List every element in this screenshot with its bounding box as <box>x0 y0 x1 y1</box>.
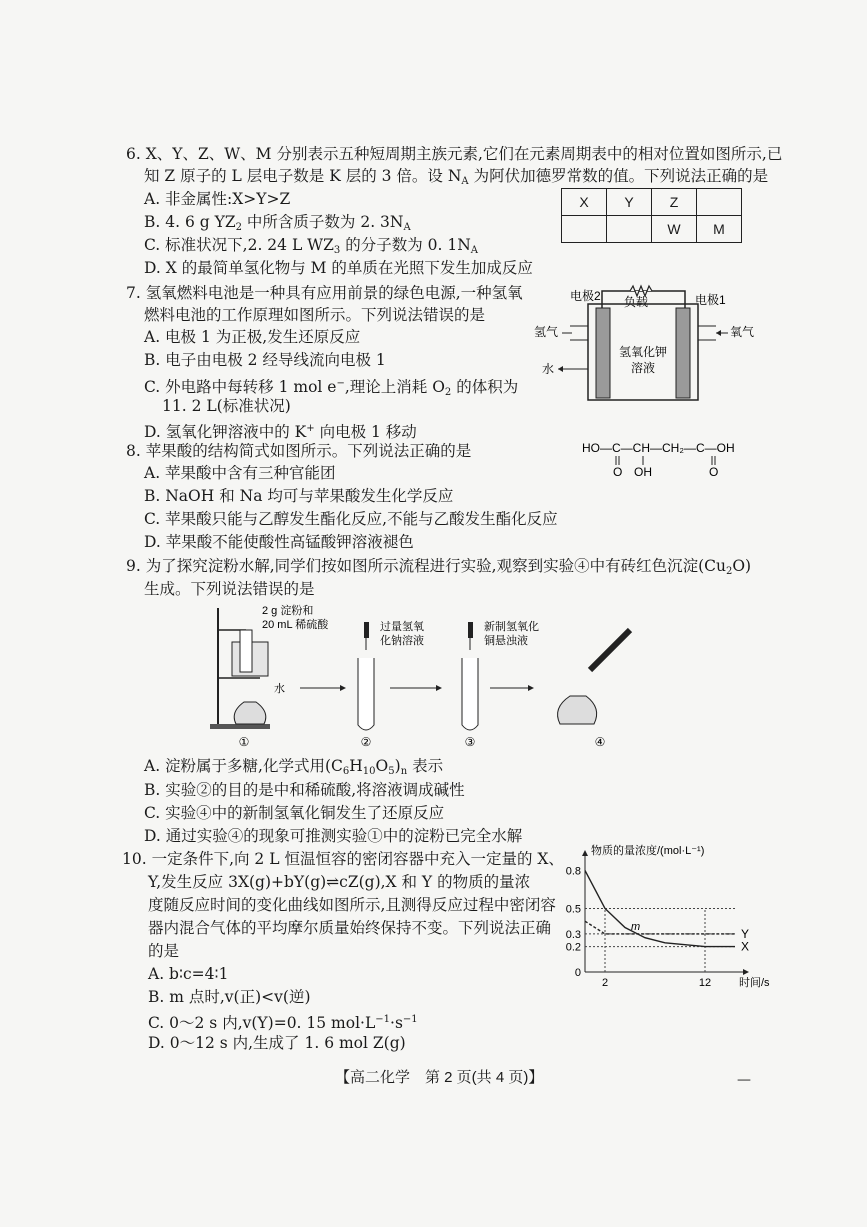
y-tick-label: 0.3 <box>565 928 581 941</box>
x-tick-label: 2 <box>601 977 609 989</box>
malic-acid-structure <box>582 436 772 480</box>
q6-stem-line2: 知 Z 原子的 L 层电子数是 K 层的 3 倍。设 $N_A$ 为阿伏加德罗常数的值。下列说法正确的是 <box>144 167 769 187</box>
step-4-label: ④ <box>594 735 606 749</box>
page-footer: 【高二化学 第 2 页(共 4 页)】 <box>335 1069 544 1086</box>
x-tick-label: 12 <box>698 977 712 989</box>
q8-option-b: B. NaOH 和 Na 均可与苹果酸发生化学反应 <box>144 487 454 505</box>
q10-option-d: D. 0～12 s 内,生成了 1. 6 mol Z(g) <box>148 1034 406 1052</box>
electrode2-label: 电极2 <box>570 289 601 303</box>
hydrogen-label: 氢气 <box>534 325 559 339</box>
page-corner-mark: — <box>737 1072 751 1088</box>
q6-stem-line1: 6. X、Y、Z、W、M 分别表示五种短周期主族元素,它们在元素周期表中的相对位置如图所示,已 <box>126 145 783 163</box>
q9-stem-line2: 生成。下列说法错误的是 <box>144 580 315 598</box>
pt-cell-x: X <box>562 189 607 216</box>
q7-option-d: D. 氢氧化钾溶液中的 K+ 向电极 1 移动 <box>144 423 417 441</box>
q10-option-a: A. b∶c=4∶1 <box>148 965 229 983</box>
q8-stem: 8. 苹果酸的结构简式如图所示。下列说法正确的是 <box>126 442 472 460</box>
step-2-label: ② <box>360 735 372 749</box>
q7-stem-line2: 燃料电池的工作原理如图所示。下列说法错误的是 <box>144 306 486 324</box>
q10-stem-line5: 的是 <box>148 942 180 960</box>
q7-option-b: B. 电子由电极 2 经导线流向电极 1 <box>144 351 386 369</box>
structure-main-chain: HO—C—CH—CH₂—C—OH <box>582 441 735 455</box>
pt-cell-y: Y <box>607 189 652 216</box>
water-label: 水 <box>542 362 555 376</box>
y-tick-label: 0.8 <box>565 865 581 878</box>
koh-label-2: 溶液 <box>630 361 656 375</box>
series-label-y: Y <box>741 926 750 941</box>
q7-option-c: C. 外电路中每转移 1 mol e−,理论上消耗 $O_2$ 的体积为 <box>144 378 519 398</box>
y-tick-label: 0 <box>574 967 581 979</box>
y-tick-label: 0.2 <box>565 941 581 954</box>
cuoh-label-2: 铜悬浊液 <box>484 635 528 647</box>
q6-option-b: B. 4. 6 g $YZ_2$ 中所含质子数为 2. $3N_A$ <box>144 213 411 233</box>
q8-option-c: C. 苹果酸只能与乙醇发生酯化反应,不能与乙酸发生酯化反应 <box>144 510 558 528</box>
pt-cell-empty <box>562 216 607 243</box>
structure-o1: O <box>613 465 623 479</box>
q10-stem-line4: 器内混合气体的平均摩尔质量始终保持不变。下列说法正确 <box>148 919 552 937</box>
q7-stem-line1: 7. 氢氧燃料电池是一种具有应用前景的绿色电源,一种氢氧 <box>126 284 523 302</box>
concentration-time-chart <box>555 842 770 992</box>
q6-option-a: A. 非金属性:X>Y>Z <box>144 190 291 208</box>
pt-cell-w: W <box>652 216 697 243</box>
q9-stem-line1: 9. 为了探究淀粉水解,同学们按如图所示流程进行实验,观察到实验④中有砖红色沉淀$(Cu_2O)$ <box>126 557 752 577</box>
series-line-y <box>585 921 735 934</box>
starch-label-1: 2 g 淀粉和 <box>262 605 314 617</box>
series-line-x <box>585 870 735 946</box>
cuoh-label-1: 新制氢氧化 <box>484 621 539 633</box>
q10-stem-line2: Y,发生反应 3X(g)+bY(g)⇌cZ(g),X 和 Y 的物质的量浓 <box>148 873 531 891</box>
pt-cell-z: Z <box>652 189 697 216</box>
q7-option-a: A. 电极 1 为正极,发生还原反应 <box>144 328 361 346</box>
q9-option-b: B. 实验②的目的是中和稀硫酸,将溶液调成碱性 <box>144 781 465 799</box>
q6-option-c: C. 标准状况下,2. 24 L $WZ_3$ 的分子数为 0. $1N_A$ <box>144 236 478 256</box>
naoh-label-2: 化钠溶液 <box>380 635 424 647</box>
x-axis-label: 时间/s <box>739 977 770 989</box>
pt-cell-m: M <box>697 216 742 243</box>
q8-option-a: A. 苹果酸中含有三种官能团 <box>144 464 336 482</box>
fuel-cell-diagram <box>530 276 770 416</box>
y-axis-arrow <box>582 850 588 856</box>
starch-experiment-diagram <box>200 600 670 750</box>
pt-cell-empty <box>697 189 742 216</box>
water-label: 水 <box>274 683 285 695</box>
point-m-label: m <box>631 921 641 934</box>
series-label-x: X <box>741 939 750 954</box>
pt-cell-empty <box>607 216 652 243</box>
y-axis-label: 物质的量浓度/(mol·L⁻¹) <box>591 845 705 857</box>
naoh-label-1: 过量氢氧 <box>380 621 424 633</box>
x-axis-arrow <box>743 969 749 975</box>
step-3-label: ③ <box>464 735 476 749</box>
starch-label-2: 20 mL 稀硫酸 <box>262 619 329 631</box>
q9-option-d: D. 通过实验④的现象可推测实验①中的淀粉已完全水解 <box>144 827 523 845</box>
load-label: 负载 <box>623 295 649 309</box>
koh-label-1: 氢氧化钾 <box>618 345 668 359</box>
oxygen-label: 氧气 <box>730 325 755 339</box>
q7-option-c-cont: 11. 2 L(标准状况) <box>162 397 291 415</box>
electrode1-label: 电极1 <box>695 293 726 307</box>
step-1-label: ① <box>238 735 250 749</box>
q8-option-d: D. 苹果酸不能使酸性高锰酸钾溶液褪色 <box>144 533 414 551</box>
structure-o2: O <box>709 465 719 479</box>
structure-oh: OH <box>634 465 652 479</box>
q10-option-c: C. 0～2 s 内,v(Y)=0. 15 $mol\cdot L^{-1}\cdot s^{-1}$ <box>148 1014 418 1032</box>
q6-option-d: D. X 的最简单氢化物与 M 的单质在光照下发生加成反应 <box>144 259 533 277</box>
y-tick-label: 0.5 <box>565 903 581 916</box>
q10-stem-line3: 度随反应时间的变化曲线如图所示,且测得反应过程中密闭容 <box>148 896 556 914</box>
q9-option-a: A. 淀粉属于多糖,化学式用$(C_6H_{10}O_5)_n$ 表示 <box>144 757 444 777</box>
q10-stem-line1: 10. 一定条件下,向 2 L 恒温恒容的密闭容器中充入一定量的 X、 <box>122 850 564 868</box>
q9-option-c: C. 实验④中的新制氢氧化铜发生了还原反应 <box>144 804 445 822</box>
q10-option-b: B. m 点时,v(正)<v(逆) <box>148 988 311 1006</box>
periodic-table-fragment <box>561 188 742 243</box>
